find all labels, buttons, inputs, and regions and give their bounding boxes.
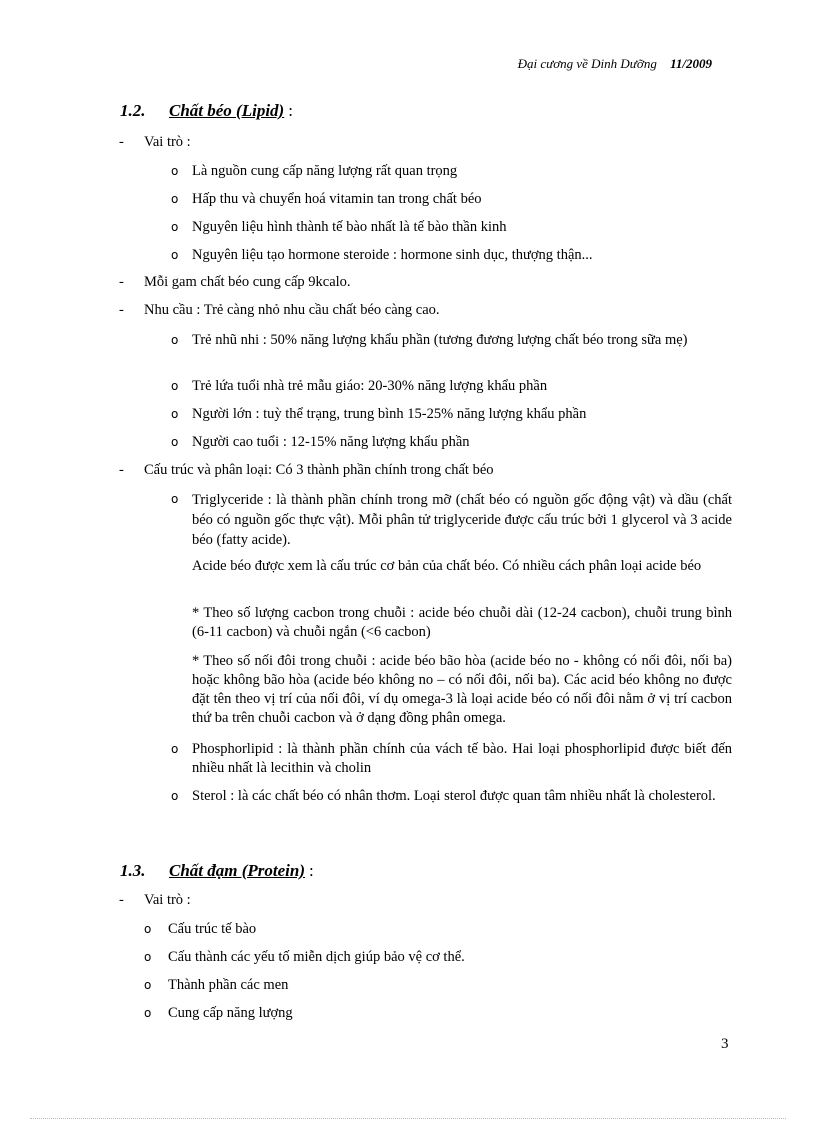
bullet-icon: o (144, 950, 152, 964)
carbon-classification-paragraph: * Theo số lượng cacbon trong chuỗi : acide béo chuỗi dài (12-24 cacbon), chuỗi trung bình (6-11 cacbon) và chuỗi ngắn (<6 cacbon) (192, 605, 732, 640)
dash-marker: - (119, 462, 124, 478)
section-number: 1.2. (120, 101, 146, 120)
list-item-text: Cấu thành các yếu tố miễn dịch giúp bảo vệ cơ thể. (168, 949, 465, 965)
dash-marker: - (119, 134, 124, 150)
bullet-icon: o (171, 742, 179, 756)
structure-label: Cấu trúc và phân loại: Có 3 thành phần chính trong chất béo (144, 462, 494, 478)
bullet-icon: o (171, 435, 179, 449)
page-bottom-rule (30, 1118, 786, 1119)
bullet-icon: o (171, 379, 179, 393)
energy-text: Mỗi gam chất béo cung cấp 9kcalo. (144, 274, 351, 290)
running-header (518, 56, 712, 72)
bullet-icon: o (171, 164, 179, 178)
list-item-text: Hấp thu và chuyển hoá vitamin tan trong chất béo (192, 191, 482, 207)
bullet-icon: o (144, 922, 152, 936)
role-label: Vai trò : (144, 134, 191, 150)
bullet-icon: o (171, 248, 179, 262)
section-title: Chất béo (Lipid) (169, 101, 285, 120)
section-heading-lipid (120, 101, 293, 121)
header-date: 11/2009 (670, 56, 712, 71)
bullet-icon: o (171, 407, 179, 421)
section-number: 1.3. (120, 861, 146, 880)
phospholipid-text: Phosphorlipid : là thành phần chính của vách tế bào. Hai loại phosphorlipid được biết đến nhiều nhất là lecithin và cholin (192, 741, 732, 776)
page-number: 3 (721, 1036, 729, 1052)
dash-marker: - (119, 892, 124, 908)
role-label: Vai trò : (144, 892, 191, 908)
double-bond-classification-paragraph: * Theo số nối đôi trong chuỗi : acide béo bão hòa (acide béo no - không có nối đôi, nối ba) hoặc không bão hòa (acide béo không no – có nối đôi, nối ba). Các acid béo không no được đặt tên theo vị trí của nối đôi, ví dụ omega-3 là loại acide béo có nối đôi nằm ở vị trí cacbon thứ ba trên chuỗi cacbon và ở dạng đồng phân omega. (192, 653, 732, 726)
bullet-icon: o (171, 789, 179, 803)
section-heading-protein (120, 861, 314, 881)
list-item-text: Cấu trúc tế bào (168, 921, 257, 937)
list-item-text: Thành phần các men (168, 977, 289, 993)
acide-paragraph: Acide béo được xem là cấu trúc cơ bản của chất béo. Có nhiều cách phân loại acide béo (192, 558, 702, 574)
dash-marker: - (119, 302, 124, 318)
section-colon: : (288, 101, 293, 120)
list-item-text: Người lớn : tuỳ thể trạng, trung bình 15-25% năng lượng khẩu phần (192, 406, 587, 422)
list-item-text: Cung cấp năng lượng (168, 1005, 293, 1021)
section-colon: : (309, 861, 314, 880)
bullet-icon: o (171, 492, 179, 506)
list-item-text: Trẻ nhũ nhi : 50% năng lượng khẩu phần (tương đương lượng chất béo trong sữa mẹ) (192, 332, 688, 348)
dash-marker: - (119, 274, 124, 290)
section-title: Chất đạm (Protein) (169, 861, 306, 880)
bullet-icon: o (144, 978, 152, 992)
bullet-icon: o (144, 1006, 152, 1020)
list-item-text: Nguyên liệu hình thành tế bào nhất là tế bào thần kinh (192, 219, 507, 235)
list-item-text: Là nguồn cung cấp năng lượng rất quan trọng (192, 163, 458, 179)
list-item-text: Trẻ lứa tuổi nhà trẻ mẫu giáo: 20-30% năng lượng khẩu phần (192, 378, 548, 394)
bullet-icon: o (171, 220, 179, 234)
list-item-text: Nguyên liệu tạo hormone steroide : hormone sinh dục, thượng thận... (192, 247, 593, 263)
needs-label: Nhu cầu : Trẻ càng nhỏ nhu cầu chất béo càng cao. (144, 302, 440, 318)
bullet-icon: o (171, 333, 179, 347)
header-title: Đại cương về Dinh Dưỡng (517, 56, 657, 71)
list-item-text: Người cao tuổi : 12-15% năng lượng khẩu phần (192, 434, 470, 450)
triglyceride-text: Triglyceride : là thành phần chính trong mỡ (chất béo có nguồn gốc động vật) và dầu (chất béo có nguồn gốc thực vật). Mỗi phân tử triglyceride được cấu trúc bởi 1 glycerol và 3 acide béo (fatty acide). (192, 492, 732, 548)
bullet-icon: o (171, 192, 179, 206)
sterol-text: Sterol : là các chất béo có nhân thơm. Loại sterol được quan tâm nhiều nhất là cholesterol. (192, 788, 716, 804)
